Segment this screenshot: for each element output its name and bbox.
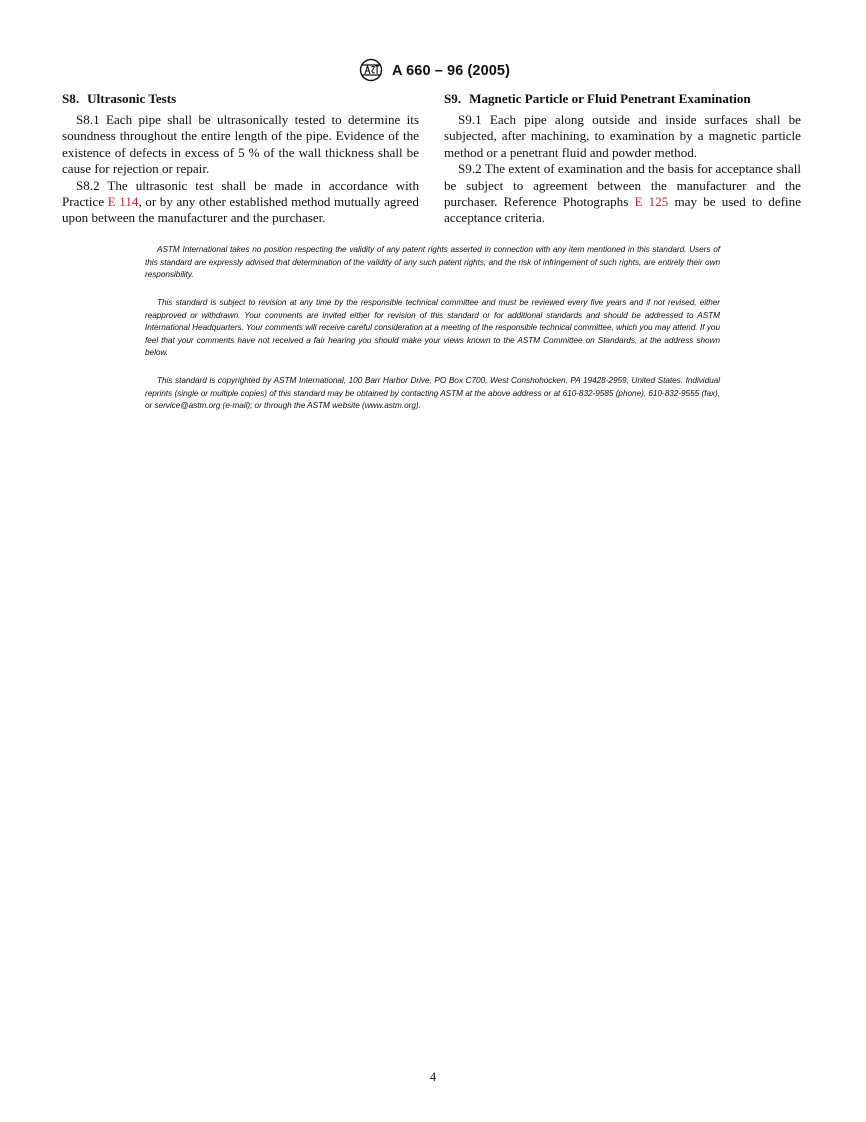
- page-number: 4: [429, 1070, 437, 1084]
- section-number: S8.: [62, 91, 80, 106]
- section-number: S9.: [444, 91, 462, 106]
- section-title: Magnetic Particle or Fluid Penetrant Examination: [469, 91, 751, 106]
- section-title: Ultrasonic Tests: [87, 91, 177, 106]
- paragraph-s9-1: S9.1 Each pipe along outside and inside surfaces shall be subjected, after machining, to examination by a magnetic particle method or a penetrant fluid and powder method.: [444, 112, 801, 160]
- paragraph-text: , or by any other established method mutually agreed upon between the manufacturer and the purchaser.: [62, 194, 419, 226]
- patent-notice: ASTM International takes no position respecting the validity of any patent rights asserted in connection with any item mentioned in this standard. Users of this standard are expressly advised that determination of the validity of any such patent rights, and the risk of infringement of such rights, are entirely their own responsibility.: [145, 245, 720, 280]
- page-header: [0, 57, 866, 83]
- reference-link-e125[interactable]: E 125: [634, 194, 669, 210]
- astm-logo-icon: [356, 58, 386, 82]
- paragraph-s8-1: S8.1 Each pipe shall be ultrasonically tested to determine its soundness throughout the entire length of the pipe. Evidence of the existence of defects in excess of 5 % of the wall thickness shall be cause for rejection or repair.: [62, 112, 419, 177]
- section-s8: [62, 90, 419, 227]
- paragraph-s9-2: [444, 161, 801, 227]
- paragraph-text: may be used to define acceptance criteria.: [444, 194, 802, 226]
- standard-designation: A 660 – 96 (2005): [391, 63, 511, 79]
- paragraph-text: S9.2 The extent of examination and the basis for acceptance shall be subject to agreement between the manufacturer and the purchaser. Reference Photographs: [444, 161, 801, 210]
- section-heading: [62, 90, 419, 107]
- section-s9: [444, 90, 801, 227]
- revision-notice: This standard is subject to revision at any time by the responsible technical committee and must be reviewed every five years and if not revised, either reapproved or withdrawn. Your comments are invited either for revision of this standard or for additional standards and should be addressed to ASTM International Headquarters. Your comments will receive careful consideration at a meeting of the responsible technical committee, which you may attend. If you feel that your comments have not received a fair hearing you should make your views known to the ASTM Committee on Standards, at the address shown below.: [145, 298, 720, 358]
- copyright-notice: This standard is copyrighted by ASTM International, 100 Barr Harbor Drive, PO Box C700, West Conshohocken, PA 19428-2959, United States. Individual reprints (single or multiple copies) of this standard may be obtained by contacting ASTM at the above address or at 610-832-9585 (phone), 610-832-9555 (fax), or service@astm.org (e-mail); or through the ASTM website (www.astm.org).: [145, 376, 720, 411]
- reference-link-e114[interactable]: E 114: [107, 194, 139, 210]
- paragraph-s8-2: [62, 178, 419, 227]
- paragraph-text: S8.2 The ultrasonic test shall be made in accordance with Practice: [62, 177, 419, 210]
- section-heading: [444, 90, 801, 107]
